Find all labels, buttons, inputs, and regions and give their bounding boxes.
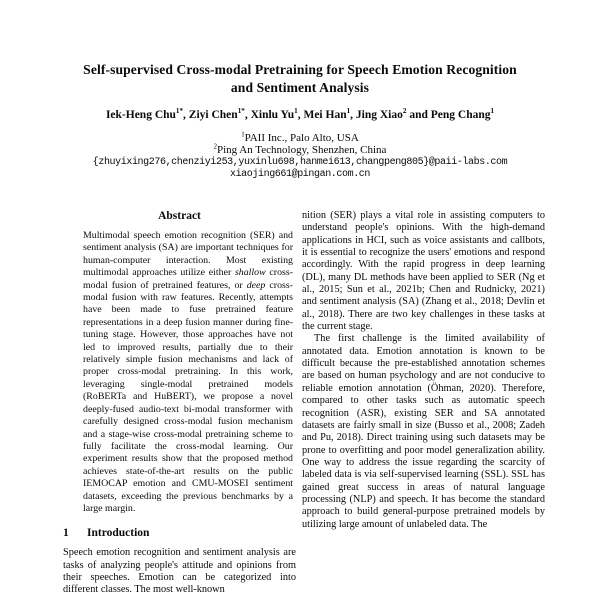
author-affiliation-marker: 1 [346,107,351,116]
affiliation-marker: 1 [241,131,245,139]
left-column [63,210,296,597]
abstract-italic-term: shallow [234,267,266,279]
paper-header [0,0,600,181]
emails [0,157,600,181]
affiliations [0,132,600,156]
affiliation-line [0,132,600,144]
right-column-paragraph-2: The first challenge is the limited availability of annotated data. Emotion annotation is known to be difficult because the pre-established annotation schemes are based on human psychology and are not conducive to reliable emotion annotation (Öhman, 2020). Therefore, compared to other tasks such as automatic speech recognition (ASR), existing SER and SA annotated datasets are fairly small in size (Busso et al., 2008; Zadeh and Pu, 2018). Direct training using such datasets may be prone to overfitting and poor model generalization ability. One way to address the issue regarding the scarcity of labeled data is via self-supervised learning (SSL). SSL has gained great success in areas of natural language processing (NLP) and speech. It has become the standard approach to build general-purpose pretrained models by utilizing large amount of unlabeled data. The [302,333,545,530]
affiliation-text: PAII Inc., Palo Alto, USA [244,132,359,144]
email-line: {zhuyixing276,chenziyi253,yuxinlu698,hanmei613,changpeng805}@paii-labs.com [92,157,508,168]
abstract-text: cross-modal fusion of pretrained features, or [83,267,293,291]
email-line: xiaojing661@pingan.com.cn [229,169,371,180]
paper-title [0,61,600,96]
author-name: Iek-Heng Chu [105,109,176,121]
author-name: Xinlu Yu [250,109,295,121]
right-column-paragraph-1: nition (SER) plays a vital role in assisting computers to understand people's opinions. With the high-demand applications in HCI, such as voice assistants and callbots, it is essential to recognize the users' emotions and respond accordingly. With the rapid progress in deep learning (DL), many DL methods have been applied to SER (Ng et al., 2015; Sun et al., 2021b; Chen and Rudnicky, 2021) and sentiment analysis (SA) (Zhang et al., 2018; Devlin et al., 2018). There are two key challenges in these tasks at the current stage. [302,210,545,333]
right-column [302,210,545,597]
affiliation-line [0,144,600,156]
abstract-text: Multimodal speech emotion recognition (SER) and sentiment analysis (SA) are important techniques for human-computer interaction. Most existing multimodal approaches utilize either [83,230,293,279]
two-column-body [63,210,545,597]
author-name: Peng Chang [430,109,491,121]
author-affiliation-marker: 1* [175,107,184,116]
affiliation-text: Ping An Technology, Shenzhen, China [216,144,387,156]
author-affiliation-marker: 1 [490,107,495,116]
section-heading-introduction [63,527,296,540]
abstract-text: cross-modal fusion with raw features. Recently, attempts have been made to fuse pretrained feature representations in a deep fusion manner during fine-tuning stage. However, those approaches have not led to improved results, partially due to their relatively simple fusion mechanisms and lack of proper cross-modal pretraining. In this work, leveraging single-modal pretrained models (RoBERTa and HuBERT), we propose a novel deeply-fused audio-text bi-modal transformer with carefully designed cross-modal fusion mechanism and a stage-wise cross-modal pretraining scheme to fully facilitate the cross-modal learning. Our experiment results show that the proposed method achieves state-of-the-art results on the public IEMOCAP emotion and CMU-MOSEI sentiment datasets, exceeding the previous benchmarks by a large margin. [83,279,293,514]
author-affiliation-marker: 1 [294,107,298,116]
abstract-heading: Abstract [158,210,201,222]
affiliation-marker: 2 [213,143,217,151]
author-affiliation-marker: 2 [402,107,407,116]
section-title: Introduction [87,527,150,540]
author-name: Mei Han [303,109,347,121]
abstract-body [83,230,293,515]
author-name: Jing Xiao [355,109,403,121]
section-number: 1 [63,527,69,540]
title-line-2: and Sentiment Analysis [230,79,370,95]
author-affiliation-marker: 1* [237,107,245,116]
abstract-italic-term: deep [246,279,266,291]
authors-line: Iek-Heng Chu$^{1*}$, Ziyi Chen$^{1*}$, Xinlu Yu$^1$, Mei Han$^1$, Jing Xiao$^2$ and Peng Chang$^1$ [105,107,495,121]
author-name: Ziyi Chen [188,109,238,121]
introduction-paragraph: Speech emotion recognition and sentiment analysis are tasks of analyzing people's attitude and opinions from their speeches. Emotion can be categorized into different classes. The most well-known [63,547,296,596]
title-line-1: Self-supervised Cross-modal Pretraining for Speech Emotion Recognition [83,62,517,77]
